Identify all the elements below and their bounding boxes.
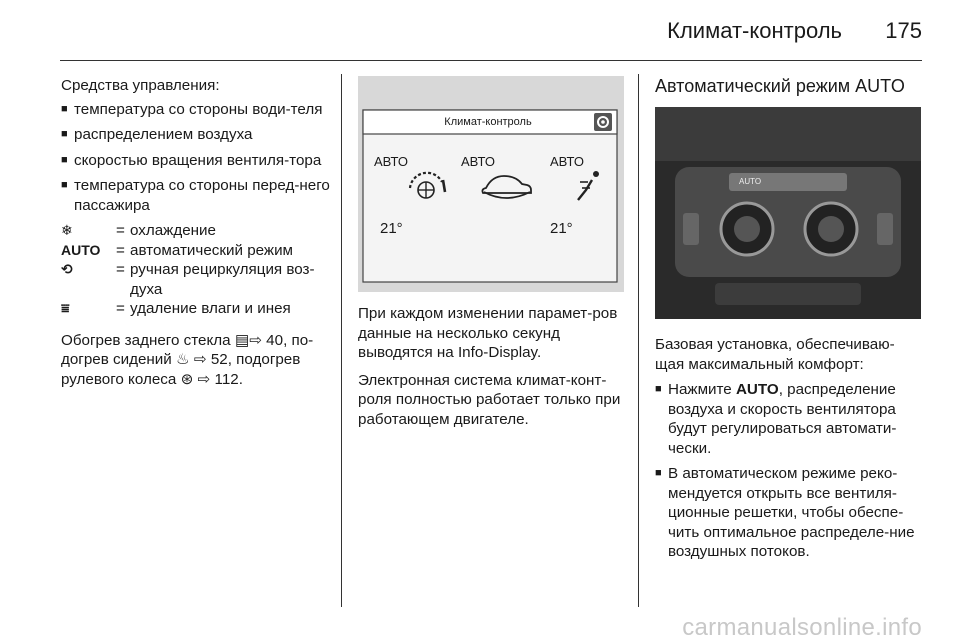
- display-title: Климат-контроль: [444, 116, 532, 128]
- page-reference-arrow-icon: ⇨: [249, 331, 262, 349]
- legend-row-recirculation: ⟲ = ручная рециркуляция воз-духа: [61, 261, 315, 298]
- paragraph: Базовая установка, обеспечиваю-щая максимальный комфорт:: [655, 336, 895, 373]
- list-item: ■ температура со стороны води-теля: [61, 100, 323, 118]
- temperature-right: 21°: [550, 220, 573, 237]
- heating-cross-reference: Обогрев заднего стекла ▤⇨ 40, по- догрев сидений ♨ ⇨ 52, подогрев рулевого колеса ⊛ ⇨ 112.: [61, 331, 314, 388]
- steering-wheel-heating-icon: ⊛: [180, 370, 194, 388]
- paragraph: Электронная система климат-конт-роля полностью работает только при работающем двигателе.: [358, 371, 621, 428]
- section-heading: Автоматический режим AUTO: [655, 76, 905, 96]
- list-item: ■ В автоматическом режиме реко-мендуется открыть все вентиля-ционные решетки, чтобы обеспе-чить оптимальное распределе-ние воздушных потоков.: [655, 465, 915, 560]
- temperature-left: 21°: [380, 220, 403, 237]
- seat-heating-icon: ♨: [176, 351, 190, 368]
- column-divider-2: [638, 74, 639, 607]
- info-display-screen: [358, 76, 624, 292]
- snowflake-icon: ❄: [61, 222, 73, 238]
- bullet-icon: ■: [61, 128, 68, 140]
- bullet-icon: ■: [61, 179, 68, 191]
- mode-label-right: АВТО: [550, 154, 584, 169]
- legend-row-cooling: ❄ = охлаждение: [61, 222, 216, 239]
- column-3-text: [655, 335, 923, 568]
- legend-row-defrost: ⩸ = удаление влаги и инея: [61, 300, 291, 317]
- header-rule: [60, 60, 922, 61]
- bullet-icon: ■: [655, 467, 662, 479]
- page-number: 175: [885, 18, 922, 43]
- column-1: [61, 76, 331, 389]
- paragraph: При каждом изменении парамет-ров данные на несколько секунд выводятся на Info-Display.: [358, 305, 618, 361]
- controls-intro: Средства управления:: [61, 77, 220, 94]
- page-reference-arrow-icon: ⇨: [197, 370, 211, 388]
- control-panel-photo: [655, 107, 921, 319]
- auto-button[interactable]: AUTO: [739, 177, 762, 186]
- watermark: carmanualsonline.info: [682, 614, 922, 641]
- mode-label-center: АВТО: [461, 154, 495, 169]
- column-divider-1: [341, 74, 342, 607]
- bullet-icon: ■: [655, 383, 662, 395]
- page-link[interactable]: 40, по-: [266, 331, 314, 349]
- column-2-text: [358, 304, 623, 429]
- recirculation-icon: ⟲: [61, 261, 73, 277]
- mode-label-left: АВТО: [374, 154, 408, 169]
- bullet-icon: ■: [61, 102, 68, 115]
- page-reference-arrow-icon: ⇨: [193, 351, 207, 368]
- page-link[interactable]: 112.: [214, 370, 243, 388]
- info-display-figure: [358, 76, 624, 292]
- list-item: ■ температура со стороны перед-него пассажира: [61, 177, 330, 214]
- list-item: ■ распределением воздуха: [61, 126, 253, 143]
- legend-row-auto: AUTO = автоматический режим: [61, 241, 293, 259]
- auto-label: AUTO: [61, 241, 101, 258]
- list-item: ■ Нажмите AUTO, распределение воздуха и скорость вентилятора будут регулироваться автомати-чески.: [655, 381, 897, 457]
- list-item: ■ скоростью вращения вентиля-тора: [61, 151, 322, 169]
- defrost-icon: ⩸: [61, 300, 70, 316]
- rear-window-heating-icon: ▤: [234, 331, 250, 349]
- auto-keyword: AUTO: [735, 381, 779, 398]
- bullet-icon: ■: [61, 153, 68, 166]
- page-title: Климат-контроль: [667, 18, 842, 43]
- page-link[interactable]: 52, подогрев: [210, 351, 301, 368]
- settings-gear-icon: [594, 113, 612, 131]
